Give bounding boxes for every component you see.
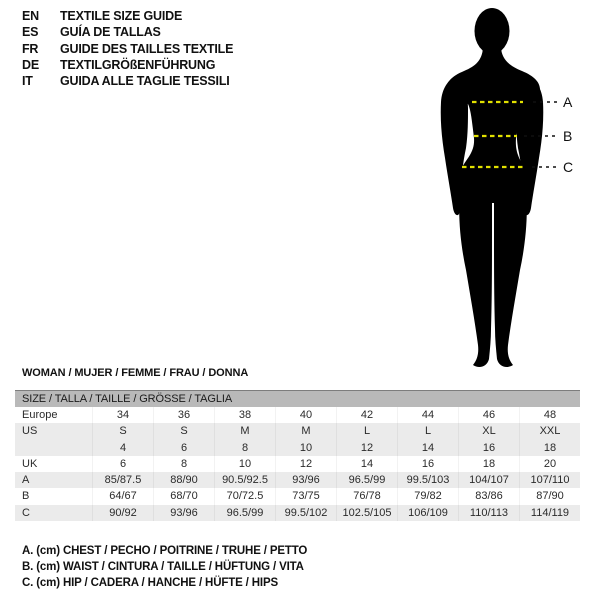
right-leg — [494, 180, 527, 367]
measurement-legend — [22, 543, 307, 591]
row-label: B — [22, 490, 30, 503]
language-label: TEXTILGRÖßENFÜHRUNG — [60, 58, 216, 73]
language-code: DE — [22, 58, 39, 73]
size-value: 8 — [153, 456, 214, 472]
size-value: 96.5/99 — [336, 472, 397, 488]
language-label: GUIDA ALLE TAGLIE TESSILI — [60, 74, 230, 89]
marker-a: A — [563, 94, 573, 110]
size-value: 107/110 — [519, 472, 580, 488]
size-value: 14 — [336, 456, 397, 472]
row-label — [15, 440, 92, 456]
row-label: C — [22, 506, 30, 519]
size-value: 12 — [336, 440, 397, 456]
size-value: 10 — [214, 456, 275, 472]
legend-line-b: B. (cm) WAIST / CINTURA / TAILLE / HÜFTUNG / VITA — [22, 561, 304, 573]
size-value: 18 — [519, 440, 580, 456]
size-value: 73/75 — [275, 488, 336, 504]
size-value: 96.5/99 — [214, 505, 275, 521]
size-value: 88/90 — [153, 472, 214, 488]
size-value: XXL — [519, 423, 580, 439]
size-value: M — [275, 423, 336, 439]
size-value: 34 — [92, 407, 153, 423]
size-value: S — [92, 423, 153, 439]
legend-line-a: A. (cm) CHEST / PECHO / POITRINE / TRUHE / PETTO — [22, 545, 308, 557]
language-label: GUIDE DES TAILLES TEXTILE — [60, 41, 234, 56]
size-value: 106/109 — [397, 505, 458, 521]
size-table-header: SIZE / TALLA / TAILLE / GRÖSSE / TAGLIA — [15, 390, 580, 407]
size-value: S — [153, 423, 214, 439]
size-value: 12 — [275, 456, 336, 472]
size-value: 104/107 — [458, 472, 519, 488]
table-row — [15, 440, 580, 456]
size-value: 68/70 — [153, 488, 214, 504]
size-value: 18 — [458, 456, 519, 472]
language-code: EN — [22, 9, 39, 24]
row-label: US — [22, 425, 38, 438]
size-table — [15, 390, 580, 521]
left-leg — [459, 180, 492, 367]
language-label: GUÍA DE TALLAS — [60, 25, 161, 40]
size-value: 85/87.5 — [92, 472, 153, 488]
size-value: 70/72.5 — [214, 488, 275, 504]
size-value: 46 — [458, 407, 519, 423]
language-row-it — [22, 73, 233, 89]
size-value: 102.5/105 — [336, 505, 397, 521]
language-code: FR — [22, 41, 39, 56]
row-label: UK — [22, 457, 38, 470]
size-value: 76/78 — [336, 488, 397, 504]
size-value: 99.5/103 — [397, 472, 458, 488]
size-value: 64/67 — [92, 488, 153, 504]
table-group-title: WOMAN / MUJER / FEMME / FRAU / DONNA — [22, 367, 249, 379]
size-value: 42 — [336, 407, 397, 423]
size-value: 114/119 — [519, 505, 580, 521]
size-value: 87/90 — [519, 488, 580, 504]
size-value: 44 — [397, 407, 458, 423]
size-value: 16 — [397, 456, 458, 472]
marker-c: C — [563, 159, 574, 175]
size-value: 38 — [214, 407, 275, 423]
row-label: Europe — [22, 409, 58, 421]
figure-diagram — [400, 0, 600, 380]
table-row — [15, 423, 580, 439]
table-row — [15, 456, 580, 472]
size-value: 90.5/92.5 — [214, 472, 275, 488]
size-value: L — [336, 423, 397, 439]
size-value: 4 — [92, 440, 153, 456]
language-label: TEXTILE SIZE GUIDE — [60, 9, 183, 24]
size-value: 40 — [275, 407, 336, 423]
row-label: A — [22, 474, 30, 487]
language-row-es — [22, 24, 233, 40]
table-row — [15, 472, 580, 488]
size-value: 90/92 — [92, 505, 153, 521]
size-value: 83/86 — [458, 488, 519, 504]
language-list — [22, 8, 233, 89]
language-code: IT — [22, 74, 33, 89]
size-value: 10 — [275, 440, 336, 456]
table-row — [15, 407, 580, 423]
size-value: 99.5/102 — [275, 505, 336, 521]
size-value: 8 — [214, 440, 275, 456]
size-value: 6 — [92, 456, 153, 472]
legend-line-c: C. (cm) HIP / CADERA / HANCHE / HÜFTE / HIPS — [22, 577, 279, 589]
woman-silhouette — [441, 8, 544, 367]
size-value: 14 — [397, 440, 458, 456]
language-code: ES — [22, 25, 39, 40]
table-row — [15, 488, 580, 504]
size-value: 36 — [153, 407, 214, 423]
language-row-en — [22, 8, 233, 24]
language-row-fr — [22, 41, 233, 57]
size-value: 48 — [519, 407, 580, 423]
size-value: 20 — [519, 456, 580, 472]
marker-b: B — [563, 128, 573, 144]
size-value: 16 — [458, 440, 519, 456]
size-value: 93/96 — [275, 472, 336, 488]
size-value: 6 — [153, 440, 214, 456]
language-row-de — [22, 57, 233, 73]
size-value: 79/82 — [397, 488, 458, 504]
size-value: 93/96 — [153, 505, 214, 521]
size-value: 110/113 — [458, 505, 519, 521]
size-value: L — [397, 423, 458, 439]
table-row — [15, 505, 580, 521]
size-table-body — [15, 407, 580, 521]
size-value: M — [214, 423, 275, 439]
size-value: XL — [458, 423, 519, 439]
